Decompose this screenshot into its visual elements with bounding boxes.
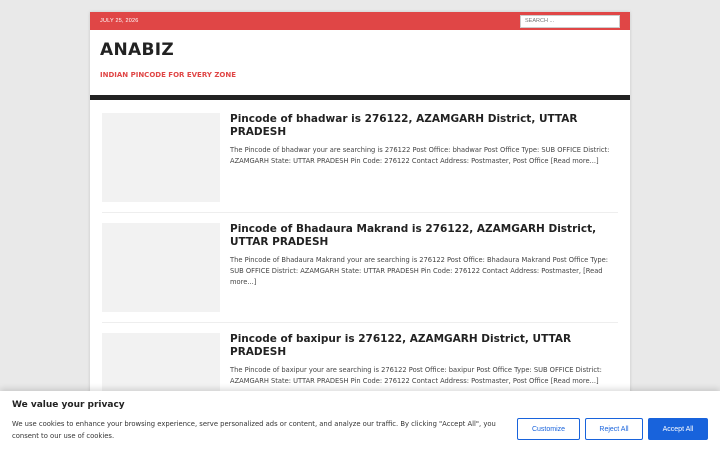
accept-all-button[interactable]: Accept All	[648, 418, 708, 440]
post-excerpt-text: The Pincode of Bhadaura Makrand your are searching is 276122 Post Office: Bhadaura Makrand Post Office Type: SUB OFFICE District: AZAMGARH State: UTTAR PRADESH Pin Code: 276122 Contact Address: Postmaster,	[230, 256, 609, 275]
site-header	[90, 30, 630, 95]
post-excerpt	[230, 145, 618, 167]
post-excerpt	[230, 365, 618, 387]
read-more-link[interactable]: [Read more...]	[550, 157, 599, 165]
customize-button[interactable]: Customize	[517, 418, 580, 440]
post-body	[230, 113, 618, 202]
current-date: JULY 25, 2026	[100, 18, 139, 24]
post-title-link[interactable]: Pincode of bhadwar is 276122, AZAMGARH District, UTTAR PRADESH	[230, 113, 578, 138]
reject-all-button[interactable]: Reject All	[585, 418, 643, 440]
post-body	[230, 223, 618, 312]
post-title-link[interactable]: Pincode of Bhadaura Makrand is 276122, AZAMGARH District, UTTAR PRADESH	[230, 223, 597, 248]
post-excerpt-text: The Pincode of bhadwar your are searching is 276122 Post Office: bhadwar Post Office Type: SUB OFFICE District: AZAMGARH State: UTTAR PRADESH Pin Code: 276122 Contact Address: Postmaster, Post Office	[230, 146, 610, 165]
site-title[interactable]: ANABIZ	[100, 40, 174, 60]
cookie-banner-row	[12, 418, 708, 442]
top-bar	[90, 12, 630, 30]
post-list	[90, 100, 630, 433]
read-more-link[interactable]: [Read more...]	[230, 267, 603, 286]
page-wrapper	[90, 12, 630, 450]
site-tagline: INDIAN PINCODE FOR EVERY ZONE	[100, 71, 237, 79]
post-item	[102, 113, 618, 213]
search-input[interactable]	[520, 15, 620, 28]
post-excerpt	[230, 255, 618, 288]
read-more-link[interactable]: [Read more...]	[550, 377, 599, 385]
cookie-consent-banner	[0, 391, 720, 450]
post-excerpt-text: The Pincode of baxipur your are searching is 276122 Post Office: baxipur Post Office Type: SUB OFFICE District: AZAMGARH State: UTTAR PRADESH Pin Code: 276122 Contact Address: Postmaster, Post Office	[230, 366, 602, 385]
post-thumbnail[interactable]	[102, 113, 220, 202]
cookie-button-group	[517, 418, 708, 440]
post-thumbnail[interactable]	[102, 223, 220, 312]
post-item	[102, 223, 618, 323]
cookie-banner-text: We use cookies to enhance your browsing experience, serve personalized ads or content, and analyze our traffic. By clicking "Accept All", you consent to our use of cookies.	[12, 420, 496, 440]
cookie-banner-title: We value your privacy	[12, 400, 125, 410]
post-title-link[interactable]: Pincode of baxipur is 276122, AZAMGARH District, UTTAR PRADESH	[230, 333, 572, 358]
